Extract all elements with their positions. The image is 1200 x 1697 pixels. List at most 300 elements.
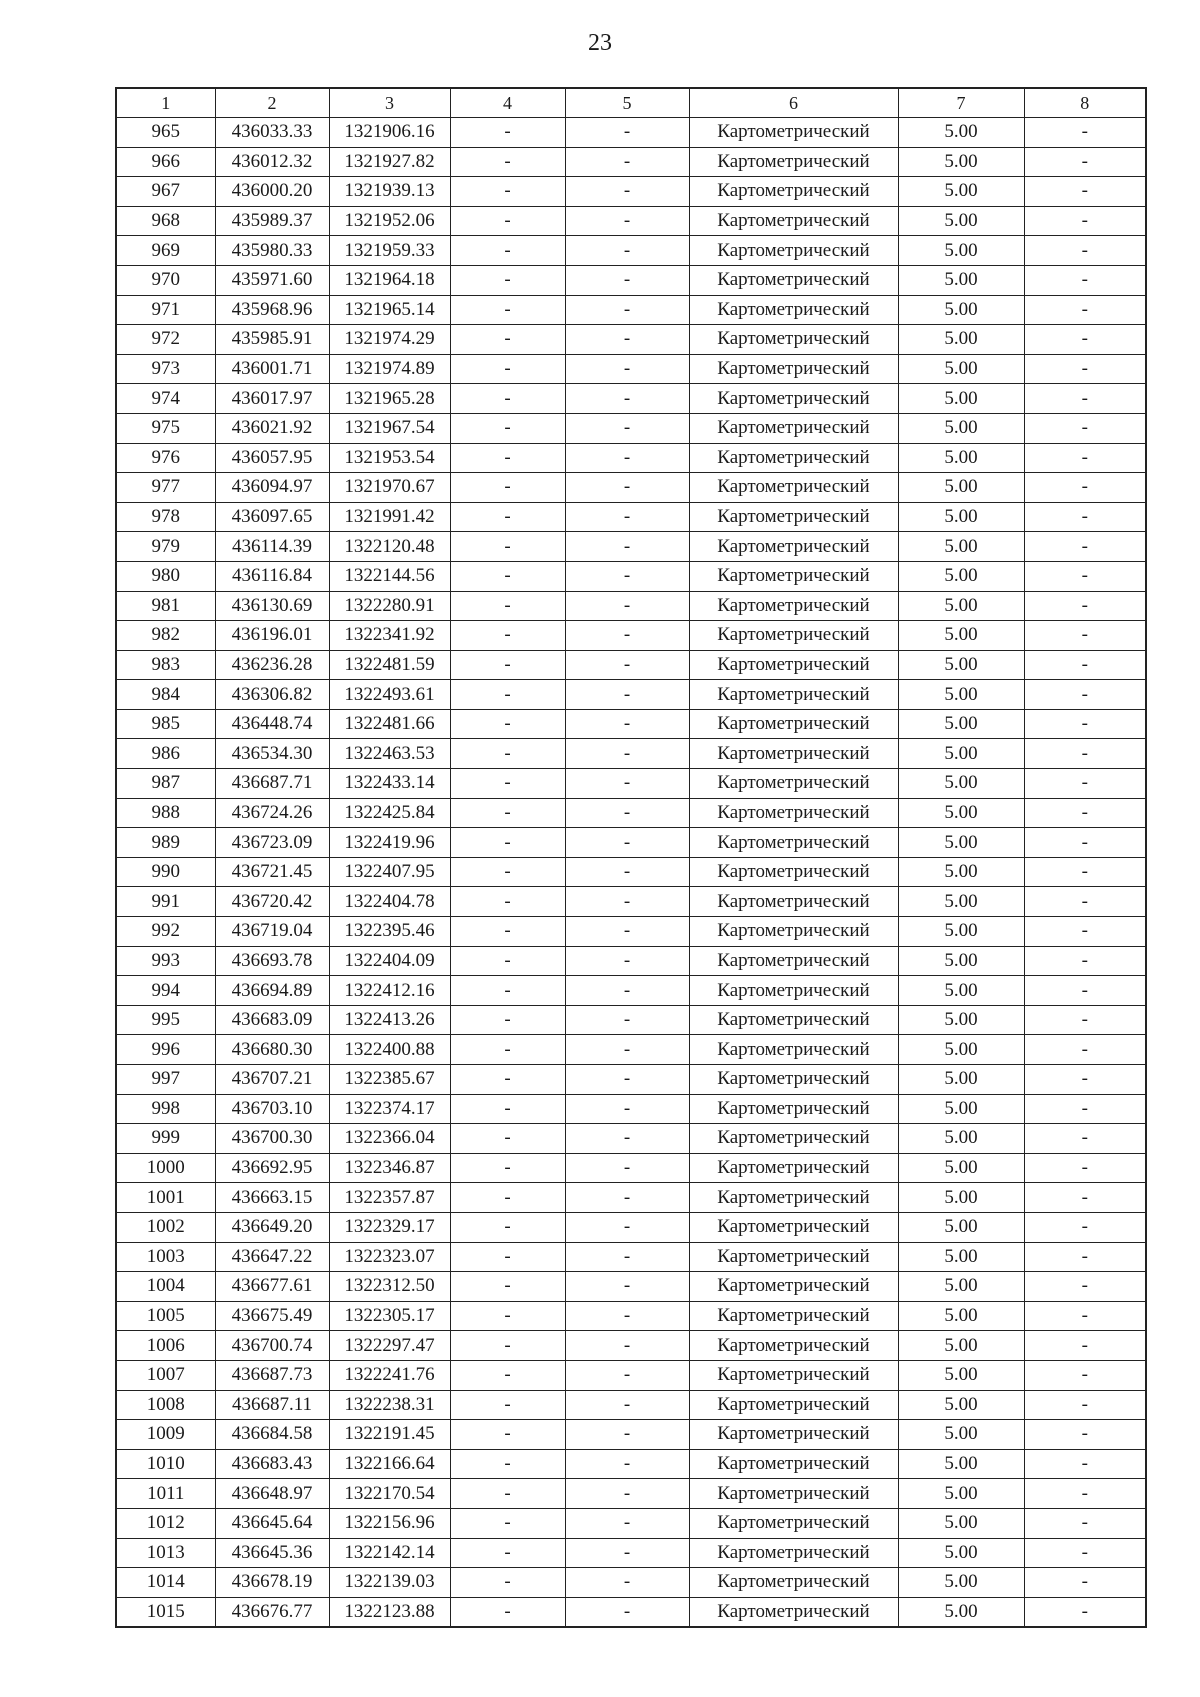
table-cell: - xyxy=(565,1538,689,1568)
table-cell: - xyxy=(450,1597,565,1627)
table-cell: 5.00 xyxy=(898,354,1024,384)
table-cell: - xyxy=(1024,1242,1146,1272)
table-row xyxy=(116,1124,1146,1154)
table-cell: 435985.91 xyxy=(215,325,329,355)
table-row xyxy=(116,1035,1146,1065)
table-cell: - xyxy=(1024,1094,1146,1124)
table-cell: 1321970.67 xyxy=(329,473,450,503)
table-cell: 985 xyxy=(116,709,215,739)
table-cell: 1321965.28 xyxy=(329,384,450,414)
table-cell: 5.00 xyxy=(898,1331,1024,1361)
table-row xyxy=(116,147,1146,177)
table-row xyxy=(116,1420,1146,1450)
table-row xyxy=(116,561,1146,591)
table-row xyxy=(116,265,1146,295)
table-cell: 5.00 xyxy=(898,1420,1024,1450)
table-cell: Картометрический xyxy=(689,295,898,325)
table-cell: 1322280.91 xyxy=(329,591,450,621)
table-cell: 436130.69 xyxy=(215,591,329,621)
table-cell: 990 xyxy=(116,857,215,887)
table-cell: 436684.58 xyxy=(215,1420,329,1450)
table-cell: - xyxy=(1024,1065,1146,1095)
table-cell: - xyxy=(1024,354,1146,384)
table-cell: 988 xyxy=(116,798,215,828)
table-cell: - xyxy=(450,1153,565,1183)
table-cell: Картометрический xyxy=(689,502,898,532)
table-cell: 5.00 xyxy=(898,709,1024,739)
table-cell: - xyxy=(1024,413,1146,443)
table-cell: 436687.11 xyxy=(215,1390,329,1420)
table-cell: - xyxy=(450,295,565,325)
table-cell: 5.00 xyxy=(898,591,1024,621)
table-cell: Картометрический xyxy=(689,1568,898,1598)
table-cell: - xyxy=(1024,1597,1146,1627)
table-row xyxy=(116,384,1146,414)
table-cell: - xyxy=(565,354,689,384)
table-cell: 5.00 xyxy=(898,1508,1024,1538)
table-row xyxy=(116,798,1146,828)
table-cell: Картометрический xyxy=(689,1183,898,1213)
table-cell: 1321952.06 xyxy=(329,206,450,236)
table-cell: - xyxy=(565,739,689,769)
table-cell: 5.00 xyxy=(898,443,1024,473)
table-row xyxy=(116,1479,1146,1509)
table-cell: 436675.49 xyxy=(215,1301,329,1331)
table-cell: - xyxy=(1024,1538,1146,1568)
table-cell: - xyxy=(450,739,565,769)
table-cell: 1001 xyxy=(116,1183,215,1213)
table-cell: 1006 xyxy=(116,1331,215,1361)
table-cell: - xyxy=(450,1124,565,1154)
table-cell: 972 xyxy=(116,325,215,355)
table-row xyxy=(116,739,1146,769)
table-cell: 5.00 xyxy=(898,236,1024,266)
table-cell: Картометрический xyxy=(689,325,898,355)
table-cell: Картометрический xyxy=(689,1538,898,1568)
table-cell: - xyxy=(1024,443,1146,473)
table-row xyxy=(116,591,1146,621)
table-cell: Картометрический xyxy=(689,946,898,976)
table-cell: - xyxy=(450,413,565,443)
table-cell: - xyxy=(565,384,689,414)
table-cell: Картометрический xyxy=(689,384,898,414)
table-cell: 978 xyxy=(116,502,215,532)
table-cell: - xyxy=(1024,1183,1146,1213)
column-header: 1 xyxy=(116,88,215,118)
table-cell: Картометрический xyxy=(689,236,898,266)
table-cell: - xyxy=(565,1272,689,1302)
table-cell: - xyxy=(1024,976,1146,1006)
table-cell: 993 xyxy=(116,946,215,976)
table-cell: Картометрический xyxy=(689,177,898,207)
table-cell: 436116.84 xyxy=(215,561,329,591)
table-cell: - xyxy=(450,1272,565,1302)
coordinates-table xyxy=(115,87,1147,1628)
table-cell: 5.00 xyxy=(898,532,1024,562)
table-cell: - xyxy=(1024,1390,1146,1420)
table-cell: 1321967.54 xyxy=(329,413,450,443)
table-cell: - xyxy=(450,1301,565,1331)
table-row xyxy=(116,946,1146,976)
table-cell: - xyxy=(1024,1272,1146,1302)
table-cell: - xyxy=(450,1065,565,1095)
table-cell: 984 xyxy=(116,680,215,710)
table-cell: 1322481.66 xyxy=(329,709,450,739)
table-cell: 1322412.16 xyxy=(329,976,450,1006)
table-row xyxy=(116,1568,1146,1598)
table-cell: 1322493.61 xyxy=(329,680,450,710)
table-cell: - xyxy=(450,828,565,858)
table-cell: 436114.39 xyxy=(215,532,329,562)
table-cell: 1322404.09 xyxy=(329,946,450,976)
table-cell: - xyxy=(450,887,565,917)
table-cell: Картометрический xyxy=(689,828,898,858)
table-cell: 995 xyxy=(116,1005,215,1035)
table-row xyxy=(116,680,1146,710)
table-cell: - xyxy=(565,1212,689,1242)
table-row xyxy=(116,709,1146,739)
table-cell: - xyxy=(1024,295,1146,325)
table-row xyxy=(116,1242,1146,1272)
table-cell: - xyxy=(565,1508,689,1538)
table-cell: 1011 xyxy=(116,1479,215,1509)
table-cell: 1321964.18 xyxy=(329,265,450,295)
table-row xyxy=(116,1301,1146,1331)
table-cell: 982 xyxy=(116,621,215,651)
table-row xyxy=(116,1597,1146,1627)
table-cell: - xyxy=(450,236,565,266)
table-cell: - xyxy=(450,917,565,947)
table-cell: 436196.01 xyxy=(215,621,329,651)
table-row xyxy=(116,1153,1146,1183)
table-cell: 436534.30 xyxy=(215,739,329,769)
table-cell: 436645.36 xyxy=(215,1538,329,1568)
table-cell: 1322385.67 xyxy=(329,1065,450,1095)
table-cell: 436678.19 xyxy=(215,1568,329,1598)
table-cell: Картометрический xyxy=(689,1331,898,1361)
table-cell: - xyxy=(565,917,689,947)
table-cell: - xyxy=(565,591,689,621)
table-cell: 436017.97 xyxy=(215,384,329,414)
table-cell: Картометрический xyxy=(689,769,898,799)
table-cell: - xyxy=(1024,561,1146,591)
table-cell: 1322425.84 xyxy=(329,798,450,828)
table-cell: Картометрический xyxy=(689,147,898,177)
table-cell: 1322120.48 xyxy=(329,532,450,562)
table-cell: - xyxy=(1024,1331,1146,1361)
table-cell: 1002 xyxy=(116,1212,215,1242)
table-cell: 1322166.64 xyxy=(329,1449,450,1479)
table-row xyxy=(116,206,1146,236)
table-cell: 1321974.29 xyxy=(329,325,450,355)
table-cell: 999 xyxy=(116,1124,215,1154)
table-cell: 1322139.03 xyxy=(329,1568,450,1598)
table-cell: 5.00 xyxy=(898,680,1024,710)
table-row xyxy=(116,532,1146,562)
table-row xyxy=(116,1005,1146,1035)
table-cell: 966 xyxy=(116,147,215,177)
table-cell: 436097.65 xyxy=(215,502,329,532)
table-cell: - xyxy=(565,857,689,887)
table-cell: - xyxy=(450,621,565,651)
table-row xyxy=(116,650,1146,680)
table-cell: 976 xyxy=(116,443,215,473)
table-cell: - xyxy=(565,1153,689,1183)
table-cell: 436703.10 xyxy=(215,1094,329,1124)
table-cell: Картометрический xyxy=(689,857,898,887)
table-cell: - xyxy=(1024,1301,1146,1331)
table-cell: - xyxy=(1024,118,1146,148)
table-cell: 1000 xyxy=(116,1153,215,1183)
table-cell: 989 xyxy=(116,828,215,858)
table-cell: Картометрический xyxy=(689,709,898,739)
table-cell: 5.00 xyxy=(898,1390,1024,1420)
table-cell: 5.00 xyxy=(898,1183,1024,1213)
table-cell: 5.00 xyxy=(898,917,1024,947)
table-cell: Картометрический xyxy=(689,1479,898,1509)
table-cell: 994 xyxy=(116,976,215,1006)
table-cell: - xyxy=(565,1390,689,1420)
table-cell: - xyxy=(450,1183,565,1213)
table-cell: Картометрический xyxy=(689,1390,898,1420)
table-cell: 5.00 xyxy=(898,1035,1024,1065)
table-row xyxy=(116,295,1146,325)
table-cell: Картометрический xyxy=(689,1508,898,1538)
table-cell: - xyxy=(565,769,689,799)
table-cell: 1322144.56 xyxy=(329,561,450,591)
table-cell: - xyxy=(1024,147,1146,177)
table-cell: - xyxy=(565,1420,689,1450)
table-cell: - xyxy=(565,473,689,503)
table-cell: 1322297.47 xyxy=(329,1331,450,1361)
column-header: 3 xyxy=(329,88,450,118)
table-cell: 436694.89 xyxy=(215,976,329,1006)
table-cell: 5.00 xyxy=(898,561,1024,591)
table-cell: - xyxy=(450,1449,565,1479)
table-cell: - xyxy=(565,147,689,177)
table-cell: 1322419.96 xyxy=(329,828,450,858)
table-cell: 5.00 xyxy=(898,621,1024,651)
table-row xyxy=(116,413,1146,443)
table-row xyxy=(116,976,1146,1006)
table-cell: 1321959.33 xyxy=(329,236,450,266)
table-cell: - xyxy=(450,1538,565,1568)
table-row xyxy=(116,1094,1146,1124)
table-cell: - xyxy=(565,798,689,828)
table-cell: 5.00 xyxy=(898,1538,1024,1568)
table-row xyxy=(116,828,1146,858)
table-cell: 1322142.14 xyxy=(329,1538,450,1568)
table-cell: - xyxy=(1024,384,1146,414)
table-cell: - xyxy=(1024,1568,1146,1598)
table-cell: 1009 xyxy=(116,1420,215,1450)
table-cell: - xyxy=(450,1568,565,1598)
table-cell: - xyxy=(450,1331,565,1361)
table-cell: 1322407.95 xyxy=(329,857,450,887)
table-cell: - xyxy=(565,1065,689,1095)
table-row xyxy=(116,118,1146,148)
table-cell: 436094.97 xyxy=(215,473,329,503)
table-row xyxy=(116,1508,1146,1538)
table-cell: 1322413.26 xyxy=(329,1005,450,1035)
table-row xyxy=(116,1390,1146,1420)
table-cell: 1007 xyxy=(116,1360,215,1390)
table-cell: - xyxy=(1024,1124,1146,1154)
table-cell: - xyxy=(565,1449,689,1479)
table-cell: 5.00 xyxy=(898,1449,1024,1479)
table-cell: Картометрический xyxy=(689,798,898,828)
table-cell: Картометрический xyxy=(689,473,898,503)
table-cell: - xyxy=(565,709,689,739)
table-row xyxy=(116,1212,1146,1242)
table-cell: 1322374.17 xyxy=(329,1094,450,1124)
table-cell: - xyxy=(565,118,689,148)
table-cell: 1322463.53 xyxy=(329,739,450,769)
table-cell: - xyxy=(1024,591,1146,621)
table-cell: - xyxy=(450,591,565,621)
table-cell: - xyxy=(565,236,689,266)
table-row xyxy=(116,177,1146,207)
table-cell: - xyxy=(565,413,689,443)
table-cell: 436648.97 xyxy=(215,1479,329,1509)
table-row xyxy=(116,857,1146,887)
table-cell: 1010 xyxy=(116,1449,215,1479)
table-cell: - xyxy=(450,857,565,887)
table-cell: 970 xyxy=(116,265,215,295)
table-cell: 436012.32 xyxy=(215,147,329,177)
table-cell: 5.00 xyxy=(898,147,1024,177)
table-cell: 436649.20 xyxy=(215,1212,329,1242)
column-header: 8 xyxy=(1024,88,1146,118)
table-cell: 5.00 xyxy=(898,1124,1024,1154)
table-cell: - xyxy=(1024,769,1146,799)
table-cell: 5.00 xyxy=(898,1212,1024,1242)
table-cell: 1003 xyxy=(116,1242,215,1272)
table-cell: - xyxy=(1024,177,1146,207)
table-cell: 436724.26 xyxy=(215,798,329,828)
table-cell: - xyxy=(1024,1005,1146,1035)
table-cell: 1322305.17 xyxy=(329,1301,450,1331)
table-cell: - xyxy=(1024,1479,1146,1509)
table-cell: Картометрический xyxy=(689,532,898,562)
table-row xyxy=(116,354,1146,384)
table-cell: - xyxy=(450,384,565,414)
table-cell: 5.00 xyxy=(898,295,1024,325)
table-cell: 967 xyxy=(116,177,215,207)
table-cell: 435980.33 xyxy=(215,236,329,266)
table-cell: 5.00 xyxy=(898,1272,1024,1302)
table-cell: 5.00 xyxy=(898,1153,1024,1183)
table-cell: 5.00 xyxy=(898,265,1024,295)
table-cell: Картометрический xyxy=(689,354,898,384)
table-cell: 436676.77 xyxy=(215,1597,329,1627)
table-cell: 436707.21 xyxy=(215,1065,329,1095)
table-cell: 968 xyxy=(116,206,215,236)
table-cell: - xyxy=(450,1242,565,1272)
table-cell: Картометрический xyxy=(689,1597,898,1627)
column-header: 2 xyxy=(215,88,329,118)
table-cell: 965 xyxy=(116,118,215,148)
table-row xyxy=(116,473,1146,503)
table-cell: Картометрический xyxy=(689,680,898,710)
table-cell: 5.00 xyxy=(898,798,1024,828)
table-cell: Картометрический xyxy=(689,443,898,473)
table-cell: 1321974.89 xyxy=(329,354,450,384)
table-cell: 5.00 xyxy=(898,118,1024,148)
table-cell: - xyxy=(1024,265,1146,295)
table-cell: - xyxy=(565,680,689,710)
table-cell: - xyxy=(565,1124,689,1154)
table-cell: - xyxy=(1024,1035,1146,1065)
table-cell: 5.00 xyxy=(898,1005,1024,1035)
table-cell: - xyxy=(450,1420,565,1450)
column-header: 7 xyxy=(898,88,1024,118)
table-cell: 1322481.59 xyxy=(329,650,450,680)
table-cell: - xyxy=(565,1301,689,1331)
table-cell: Картометрический xyxy=(689,1005,898,1035)
table-cell: - xyxy=(1024,680,1146,710)
table-cell: - xyxy=(565,887,689,917)
table-cell: - xyxy=(450,1212,565,1242)
table-cell: 436057.95 xyxy=(215,443,329,473)
table-cell: - xyxy=(565,1360,689,1390)
table-cell: 5.00 xyxy=(898,828,1024,858)
table-cell: - xyxy=(565,946,689,976)
table-cell: 1321953.54 xyxy=(329,443,450,473)
table-cell: - xyxy=(1024,206,1146,236)
table-cell: 1321906.16 xyxy=(329,118,450,148)
table-cell: - xyxy=(1024,1212,1146,1242)
column-header: 5 xyxy=(565,88,689,118)
table-cell: 1005 xyxy=(116,1301,215,1331)
table-row xyxy=(116,1538,1146,1568)
table-cell: - xyxy=(450,1035,565,1065)
table-cell: 5.00 xyxy=(898,650,1024,680)
table-cell: 973 xyxy=(116,354,215,384)
table-cell: 5.00 xyxy=(898,887,1024,917)
table-cell: - xyxy=(450,1508,565,1538)
table-cell: 5.00 xyxy=(898,976,1024,1006)
table-row xyxy=(116,769,1146,799)
table-cell: 436683.43 xyxy=(215,1449,329,1479)
table-cell: 1322341.92 xyxy=(329,621,450,651)
table-cell: 986 xyxy=(116,739,215,769)
table-cell: 1322366.04 xyxy=(329,1124,450,1154)
table-cell: 979 xyxy=(116,532,215,562)
table-cell: Картометрический xyxy=(689,1153,898,1183)
table-cell: - xyxy=(565,295,689,325)
table-cell: 1322323.07 xyxy=(329,1242,450,1272)
table-cell: - xyxy=(565,265,689,295)
table-cell: Картометрический xyxy=(689,1065,898,1095)
table-cell: 5.00 xyxy=(898,325,1024,355)
table-cell: - xyxy=(565,502,689,532)
table-row xyxy=(116,887,1146,917)
table-cell: - xyxy=(450,1390,565,1420)
table-cell: 436700.30 xyxy=(215,1124,329,1154)
table-cell: - xyxy=(450,798,565,828)
table-cell: - xyxy=(565,1597,689,1627)
table-cell: 436033.33 xyxy=(215,118,329,148)
table-cell: Картометрический xyxy=(689,1035,898,1065)
table-cell: Картометрический xyxy=(689,1360,898,1390)
table-cell: 5.00 xyxy=(898,1360,1024,1390)
table-cell: - xyxy=(450,147,565,177)
table-cell: - xyxy=(450,946,565,976)
table-cell: 436677.61 xyxy=(215,1272,329,1302)
table-cell: 5.00 xyxy=(898,502,1024,532)
table-cell: - xyxy=(565,325,689,355)
